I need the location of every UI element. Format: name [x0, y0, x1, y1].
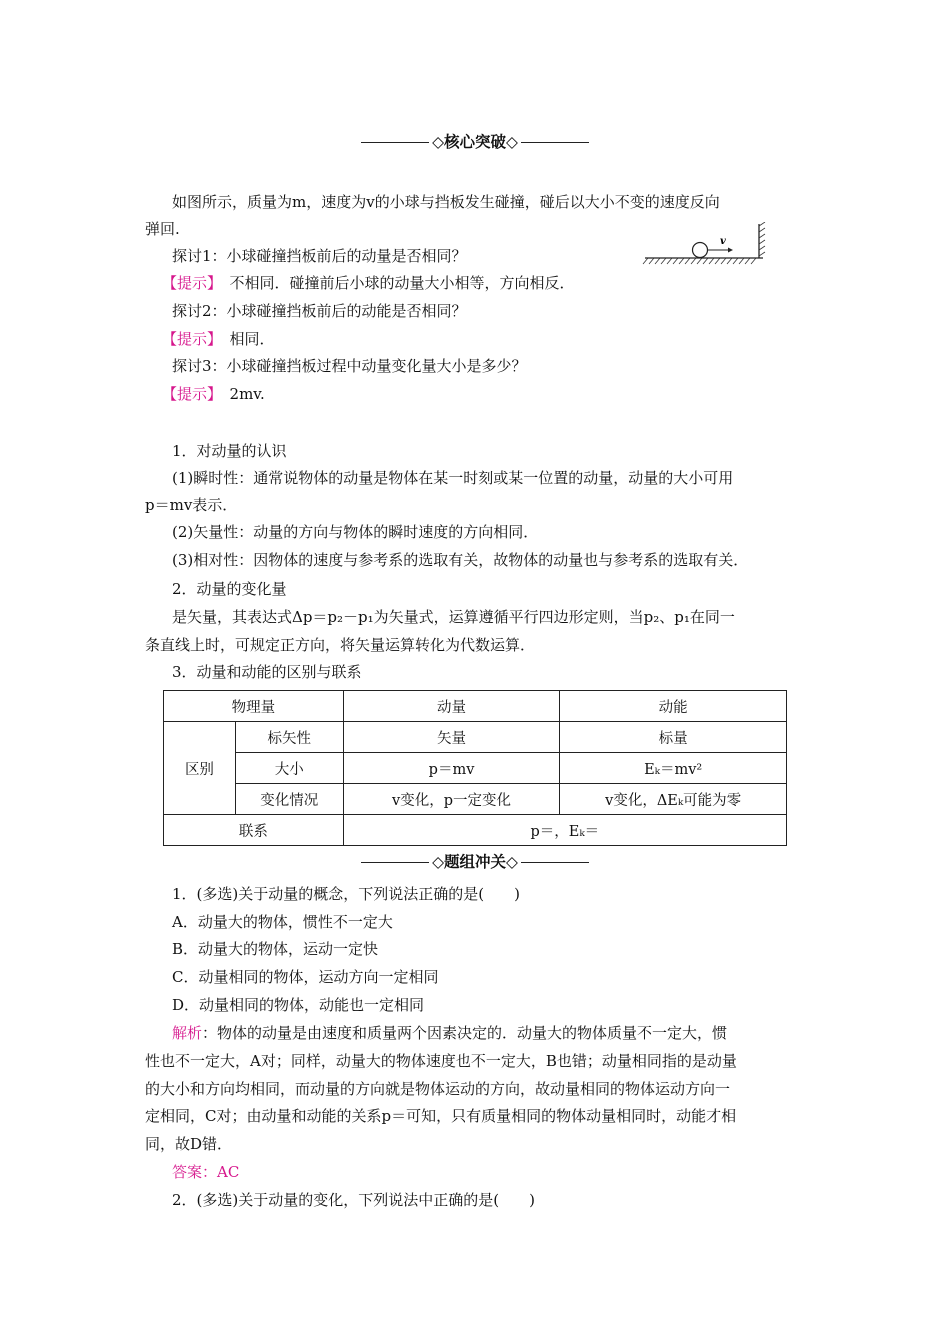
table-row: [164, 815, 787, 846]
hint-text: 2mv.: [229, 385, 265, 403]
point-title: 1．对动量的认识: [172, 442, 287, 460]
section-header-practice: ◇题组冲关◇: [0, 850, 950, 872]
table-row: [164, 691, 787, 722]
hint-row: [162, 328, 275, 349]
table-header: 物理量: [164, 691, 344, 722]
point-text: 是矢量，其表达式Δp＝p₂－p₁为矢量式，运算遵循平行四边形定则，当p₂、p₁在同一: [172, 608, 735, 626]
question-stem: 1．(多选)关于动量的概念，下列说法正确的是( ): [172, 885, 520, 903]
table-row: [164, 722, 787, 753]
analysis-line: [172, 1022, 727, 1043]
divider: [361, 862, 429, 863]
table-cell: 大小: [235, 753, 343, 784]
hint-row: [162, 272, 575, 293]
analysis-tag: 解析: [172, 1024, 203, 1042]
table-row: [164, 784, 787, 815]
hint-tag: 【提示】: [162, 274, 215, 292]
table-header: 动量: [343, 691, 560, 722]
analysis-line: 性也不一定大，A对；同样，动量大的物体速度也不一定大，B也错；动量相同指的是动量: [145, 1052, 737, 1070]
table-cell: 标矢性: [235, 722, 343, 753]
option-d: D．动量相同的物体，动能也一定相同: [172, 996, 425, 1014]
table-cell: v变化，ΔEₖ可能为零: [560, 784, 787, 815]
section-title: 核心突破: [443, 133, 506, 151]
point-text: 条直线上时，可规定正方向，将矢量运算转化为代数运算．: [145, 636, 536, 654]
option-c: C．动量相同的物体，运动方向一定相同: [172, 968, 439, 986]
answer: 答案：AC: [172, 1163, 240, 1181]
point-title: 3．动量和动能的区别与联系: [172, 663, 362, 681]
discussion-question: 探讨1：小球碰撞挡板前后的动量是否相同？: [172, 247, 467, 265]
question-stem: 2．(多选)关于动量的变化，下列说法中正确的是( ): [172, 1191, 535, 1209]
hint-text: 相同．: [229, 330, 275, 348]
discussion-question: 探讨2：小球碰撞挡板前后的动能是否相同？: [172, 302, 467, 320]
table-cell: 区别: [164, 722, 236, 815]
point-text: (2)矢量性：动量的方向与物体的瞬时速度的方向相同．: [172, 523, 539, 541]
hint-tag: 【提示】: [162, 385, 215, 403]
table-cell: Eₖ＝mv²: [560, 753, 787, 784]
section-title: 题组冲关: [443, 853, 506, 871]
discussion-question: 探讨3：小球碰撞挡板过程中动量变化量大小是多少？: [172, 357, 527, 375]
table-header: 动能: [560, 691, 787, 722]
analysis-line: 定相同，C对；由动量和动能的关系p＝可知，只有质量相同的物体动量相同时，动能才相: [145, 1107, 737, 1125]
table-cell: 标量: [560, 722, 787, 753]
point-text: (1)瞬时性：通常说物体的动量是物体在某一时刻或某一位置的动量，动量的大小可用: [172, 469, 734, 487]
point-title: 2．动量的变化量: [172, 580, 287, 598]
table-cell: 联系: [164, 815, 344, 846]
point-text: p＝mv表示．: [145, 496, 238, 514]
analysis-text: ：物体的动量是由速度和质量两个因素决定的．动量大的物体质量不一定大，惯: [202, 1024, 728, 1042]
table-row: [164, 753, 787, 784]
table-cell: p＝mv: [343, 753, 560, 784]
analysis-line: 的大小和方向均相同，而动量的方向就是物体运动的方向，故动量相同的物体运动方向一: [145, 1080, 731, 1098]
comparison-table: [163, 690, 787, 846]
table-cell: v变化，p一定变化: [343, 784, 560, 815]
table-cell: p＝，Eₖ＝: [343, 815, 786, 846]
hint-tag: 【提示】: [162, 330, 215, 348]
velocity-label: v: [720, 236, 726, 247]
option-b: B．动量大的物体，运动一定快: [172, 940, 379, 958]
divider: [361, 142, 429, 143]
analysis-line: 同，故D错．: [145, 1135, 233, 1153]
hint-row: [162, 383, 265, 404]
collision-figure: [640, 222, 770, 268]
table-cell: 变化情况: [235, 784, 343, 815]
divider: [521, 142, 589, 143]
intro-line: 如图所示，质量为m，速度为v的小球与挡板发生碰撞，碰后以大小不变的速度反向: [172, 193, 720, 211]
section-header-core: ◇核心突破◇: [0, 130, 950, 152]
option-a: A．动量大的物体，惯性不一定大: [172, 913, 393, 931]
intro-line: 弹回.: [145, 220, 180, 238]
point-text: (3)相对性：因物体的速度与参考系的选取有关，故物体的动量也与参考系的选取有关．: [172, 551, 749, 569]
divider: [521, 862, 589, 863]
table-cell: 矢量: [343, 722, 560, 753]
hint-text: 不相同．碰撞前后小球的动量大小相等，方向相反．: [229, 274, 575, 292]
